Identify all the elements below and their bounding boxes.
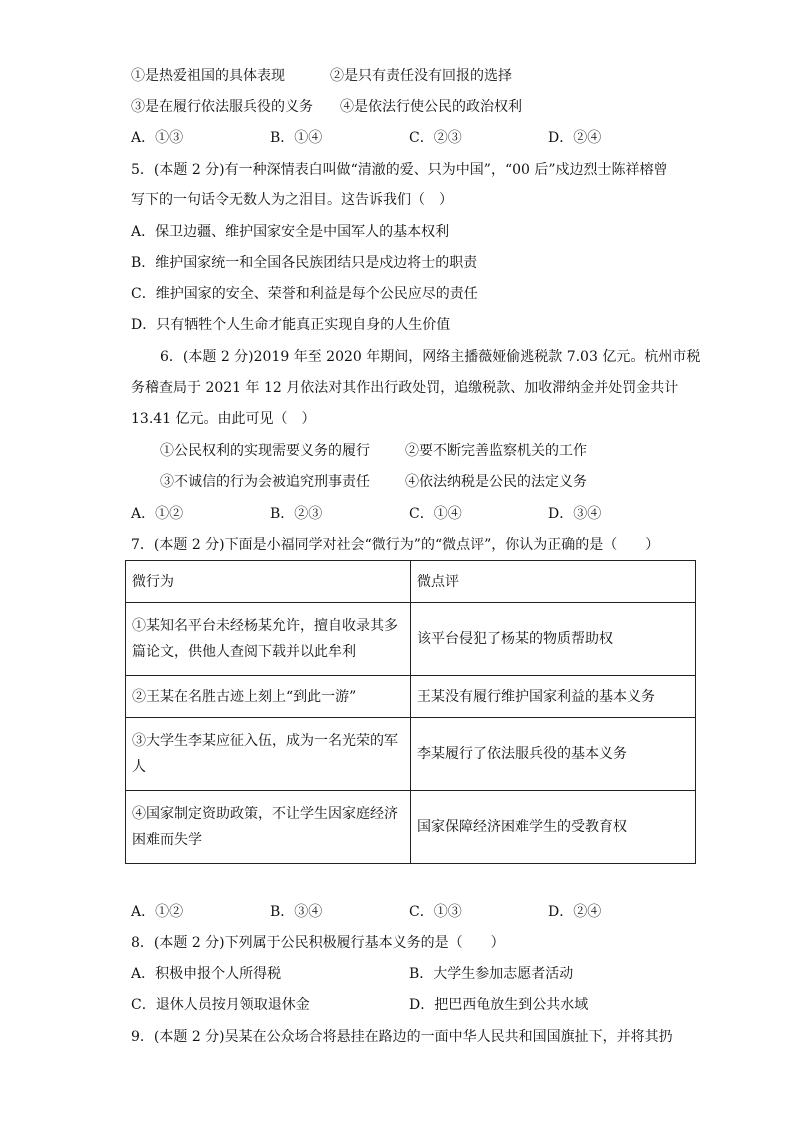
table-cell: 该平台侵犯了杨某的物质帮助权 xyxy=(411,603,696,676)
q5-choice-b: B．维护国家统一和全国各民族团结只是戍边将士的职责 xyxy=(131,255,478,271)
q5-choice-c: C．维护国家的安全、荣誉和利益是每个公民应尽的责任 xyxy=(131,286,478,302)
table-cell: 李某履行了依法服兵役的基本义务 xyxy=(411,718,696,791)
q7-stem: 7．(本题 2 分)下面是小福同学对社会“微行为”的“微点评”，你认为正确的是（ ） xyxy=(131,537,660,553)
q8-stem: 8．(本题 2 分)下列属于公民积极履行基本义务的是（ ） xyxy=(131,935,505,951)
table-header-row xyxy=(126,561,696,603)
q8-choice-b: B．大学生参加志愿者活动 xyxy=(409,966,574,982)
q6-option-1: ①公民权利的实现需要义务的履行 xyxy=(160,443,370,459)
q8-choice-c: C．退休人员按月领取退休金 xyxy=(131,997,310,1013)
q7-choice-d: D．②④ xyxy=(548,904,602,920)
q5-stem-line-2: 写下的一句话令无数人为之泪目。这告诉我们（ ） xyxy=(131,192,453,208)
q4-option-1: ①是热爱祖国的具体表现 xyxy=(131,68,285,84)
q6-option-3: ③不诚信的行为会被追究刑事责任 xyxy=(160,474,370,490)
table-header-cell: 微点评 xyxy=(411,561,696,603)
q6-stem-line-2: 务稽查局于 2021 年 12 月依法对其作出行政处罚，追缴税款、加收滞纳金并处罚金共计 xyxy=(131,380,679,396)
table-cell: ④国家制定资助政策，不让学生因家庭经济困难而失学 xyxy=(126,791,411,864)
table-cell: ③大学生李某应征入伍，成为一名光荣的军人 xyxy=(126,718,411,791)
table-row xyxy=(126,718,696,791)
q6-stem-line-3: 13.41 亿元。由此可见（ ） xyxy=(131,411,316,427)
q5-choice-a: A．保卫边疆、维护国家安全是中国军人的基本权利 xyxy=(131,224,450,240)
q6-option-2: ②要不断完善监察机关的工作 xyxy=(405,443,587,459)
q6-choice-c: C．①④ xyxy=(409,506,462,522)
q5-stem-line-1: 5．(本题 2 分)有一种深情表白叫做“清澈的爱、只为中国”，“00 后”戍边烈士陈祥榕曾 xyxy=(131,162,668,178)
q4-option-2: ②是只有责任没有回报的选择 xyxy=(330,68,512,84)
q4-choice-d: D．②④ xyxy=(548,130,602,146)
q6-option-4: ④依法纳税是公民的法定义务 xyxy=(405,474,587,490)
table-cell: 国家保障经济困难学生的受教育权 xyxy=(411,791,696,864)
q4-option-3: ③是在履行依法服兵役的义务 xyxy=(131,99,313,115)
q7-choice-c: C．①③ xyxy=(409,904,462,920)
table-cell: 王某没有履行维护国家利益的基本义务 xyxy=(411,676,696,718)
q9-stem: 9．(本题 2 分)吴某在公众场合将悬挂在路边的一面中华人民共和国国旗扯下，并将其扔 xyxy=(131,1029,673,1045)
table-cell: ②王某在名胜古迹上刻上“到此一游” xyxy=(126,676,411,718)
q8-choice-a: A．积极申报个人所得税 xyxy=(131,966,282,982)
q4-choice-b: B．①④ xyxy=(270,130,323,146)
table-header-cell: 微行为 xyxy=(126,561,411,603)
q4-choice-a: A．①③ xyxy=(131,130,184,146)
q7-table xyxy=(125,560,696,864)
q6-choice-d: D．③④ xyxy=(548,506,602,522)
table-row xyxy=(126,791,696,864)
q7-choice-b: B．③④ xyxy=(270,904,323,920)
q7-choice-a: A．①② xyxy=(131,904,184,920)
table-cell: ①某知名平台未经杨某允许，擅自收录其多篇论文，供他人查阅下载并以此牟利 xyxy=(126,603,411,676)
q6-choice-a: A．①② xyxy=(131,506,184,522)
table-row xyxy=(126,603,696,676)
q4-option-4: ④是依法行使公民的政治权利 xyxy=(340,99,522,115)
q8-choice-d: D．把巴西龟放生到公共水域 xyxy=(409,997,589,1013)
table-row xyxy=(126,676,696,718)
q5-choice-d: D．只有牺牲个人生命才能真正实现自身的人生价值 xyxy=(131,317,451,333)
q6-choice-b: B．②③ xyxy=(270,506,323,522)
q4-choice-c: C．②③ xyxy=(409,130,462,146)
q6-stem-line-1: 6．(本题 2 分)2019 年至 2020 年期间，网络主播薇娅偷逃税款 7.03 亿元。杭州市税 xyxy=(160,349,701,365)
